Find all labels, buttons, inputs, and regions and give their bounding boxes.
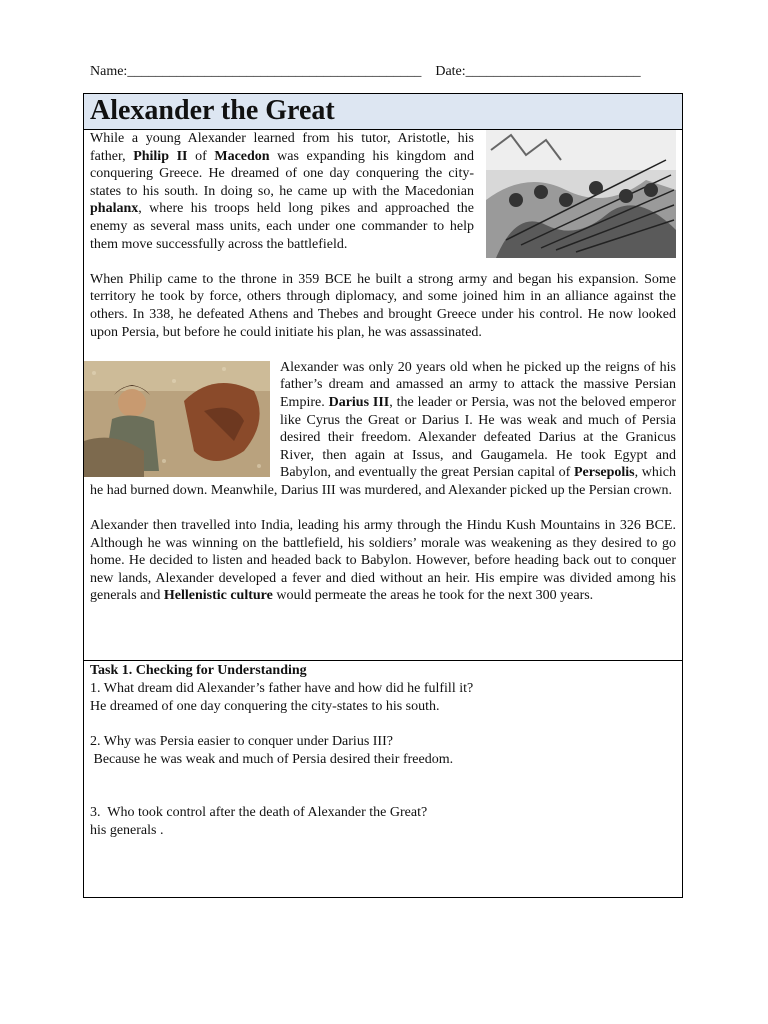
text-run: would permeate the areas he took for the next 300 years. <box>272 588 594 604</box>
title-bar <box>84 94 682 130</box>
text-run: was expanding his kingdom and conquering Greece. He dreamed of one day conquering the city-states to his south. In doing so, he came up with the Macedonian <box>90 148 474 199</box>
date-field-label[interactable]: Date:_________________________ <box>435 64 641 79</box>
text-run: , the leader or Persia, was not the beloved emperor like Cyrus the Great or Darius I. He was weak and much of Persia desired their freedom. Alexander defeated Darius at the Granicus River, then again at Issus, and Gaugamela. He took Egypt and Babylon, and eventually the great Persian capital of <box>280 394 676 481</box>
bold-term: Darius III <box>328 394 390 410</box>
answer-1[interactable]: He dreamed of one day conquering the city-states to his south. <box>90 698 440 714</box>
text-run: , where his troops held long pikes and approached the enemy as several mass units, each under one commander to help them move successfully across the battlefield. <box>90 201 474 252</box>
text-run: Alexander was only 20 years old when he picked up the reigns of his father’s dream and amassed an army to attack the massive Persian Empire. <box>280 359 676 410</box>
paragraph-4 <box>90 517 676 605</box>
alexander-mosaic-image <box>84 361 270 477</box>
name-field-label[interactable]: Name:__________________________________________ <box>90 64 422 79</box>
reading-passage <box>90 130 676 623</box>
answer-2[interactable]: Because he was weak and much of Persia desired their freedom. <box>90 751 454 767</box>
spacer <box>90 787 676 805</box>
question-2: 2. Why was Persia easier to conquer under Darius III? <box>90 734 393 750</box>
page-title: Alexander the Great <box>90 95 335 126</box>
bold-term: Philip II <box>133 148 188 164</box>
name-date-header <box>90 64 680 80</box>
answer-3[interactable]: his generals . <box>90 823 164 839</box>
bold-term: Hellenistic culture <box>163 588 273 604</box>
bold-term: Macedon <box>214 148 270 164</box>
text-run: of <box>187 148 215 164</box>
spacer <box>90 769 676 787</box>
bold-term: phalanx <box>90 201 139 217</box>
text-run: When Philip came to the throne in 359 BCE he built a strong army and began his expansion. Some territory he took by force, others through diplomacy, and some joined him in an alliance against the others. In 338, he defeated Athens and Thebes and brought Greece under his control. He now looked upon Persia, but before he could initiate his plan, he was assassinated. <box>90 271 676 340</box>
spacer <box>90 715 676 733</box>
question-1: 1. What dream did Alexander’s father have and how did he fulfill it? <box>90 680 474 696</box>
paragraph-2 <box>90 271 676 341</box>
question-3: 3. Who took control after the death of Alexander the Great? <box>90 805 428 821</box>
phalanx-image <box>486 130 676 258</box>
text-run: Alexander then travelled into India, leading his army through the Hindu Kush Mountains in 326 BCE. Although he was winning on the battlefield, his soldiers’ morale was weakening as they desired to go home. He decided to listen and headed back to Babylon. However, before heading back out to conquer new lands, Alexander developed a fever and died without an heir. His empire was divided among his generals and <box>90 518 676 604</box>
bold-term: Persepolis <box>573 465 635 481</box>
task-heading: Task 1. Checking for Understanding <box>90 663 307 678</box>
text-run: , which he had burned down. Meanwhile, Darius III was murdered, and Alexander picked up the Persian crown. <box>90 465 676 498</box>
text-run: While a young Alexander learned from his tutor, Aristotle, his father, <box>90 131 474 164</box>
task-section <box>84 660 682 840</box>
worksheet-frame <box>83 93 683 898</box>
